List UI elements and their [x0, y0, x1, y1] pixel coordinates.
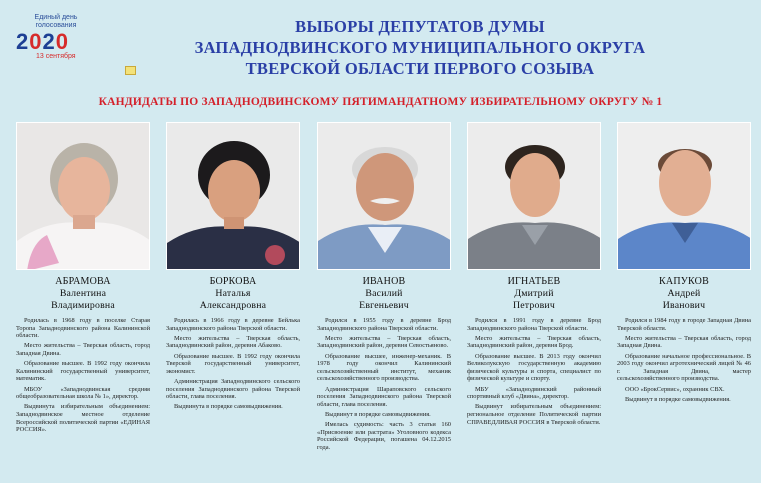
candidate-photo: [166, 122, 300, 270]
candidate-card: [317, 122, 451, 454]
bio-paragraph: Родилась в 1968 году в поселке Старая Торопа Западнодвинского района Калининской области.: [16, 317, 150, 340]
bio-paragraph: Образование начальное профессиональное. В 2003 году окончил агротехнический лицей № 46 г. Западная Двина, мастер сельскохозяйственного производства.: [617, 352, 751, 383]
candidate-photo: [617, 122, 751, 270]
bio-paragraph: Имелась судимость: часть 3 статьи 160 «Присвоение или растрата» Уголовного кодекса Российской Федерации, погашена 04.12.2015 года.: [317, 421, 451, 451]
candidate-bio: [467, 317, 601, 426]
candidate-card: [166, 122, 300, 414]
bio-paragraph: Выдвинут избирательным объединением: региональное отделение Политической партии СПРАВЕДЛИВАЯ РОССИЯ в Тверской области.: [467, 403, 601, 426]
bio-paragraph: Администрация Шараповского сельского поселения Западнодвинского района Тверской области, глава поселения.: [317, 385, 451, 408]
candidate-first-name: Дмитрий: [514, 288, 554, 299]
portrait-man-icon: [618, 123, 751, 270]
bio-paragraph: Администрация Западнодвинского сельского поселения Западнодвинского района Тверской области, глава поселения.: [166, 377, 300, 401]
candidate-surname: АБРАМОВА: [55, 276, 111, 287]
bio-paragraph: ООО «БрокСервис», охранник СВХ.: [625, 385, 725, 393]
district-subtitle: КАНДИДАТЫ ПО ЗАПАДНОДВИНСКОМУ ПЯТИМАНДАТНОМУ ИЗБИРАТЕЛЬНОМУ ОКРУГУ № 1: [98, 96, 663, 108]
bio-paragraph: Место жительства – Тверская область, Западнодвинский район, деревня Брод.: [467, 334, 601, 350]
bio-paragraph: Родился в 1955 году в деревне Брод Западнодвинского района Тверской области.: [317, 317, 451, 332]
poster-title: [150, 16, 690, 79]
bio-paragraph: МБОУ «Западнодвинская средняя общеобразовательная школа № 1», директор.: [16, 385, 150, 401]
logo-date: 13 сентября: [36, 53, 76, 60]
logo-year: 2020: [16, 29, 69, 54]
candidate-bio: [166, 317, 300, 411]
candidate-card: [16, 122, 150, 436]
candidate-name: [166, 276, 300, 312]
candidate-card: [467, 122, 601, 429]
candidate-name: [467, 276, 601, 312]
candidate-patronymic: Евгеньевич: [359, 300, 409, 311]
candidate-bio: [317, 317, 451, 451]
bio-paragraph: Родилась в 1966 году в деревне Бейлька Западнодвинского района Тверской области.: [166, 317, 300, 332]
candidate-first-name: Андрей: [667, 288, 701, 299]
portrait-woman-icon: [17, 123, 150, 270]
candidate-first-name: Валентина: [59, 288, 107, 299]
title-line: ВЫБОРЫ ДЕПУТАТОВ ДУМЫ: [295, 17, 545, 36]
bio-paragraph: Родился в 1984 году в городе Западная Двина Тверской области.: [617, 317, 751, 332]
bio-paragraph: Выдвинута в порядке самовыдвижения.: [174, 403, 283, 411]
logo-caption: Единый день голосования: [34, 14, 78, 29]
candidate-first-name: Наталья: [215, 288, 251, 299]
candidate-patronymic: Петрович: [512, 300, 556, 311]
bio-paragraph: Образование высшее. В 2013 году окончил Великолукскую государственную академию физической культуры и спорта, специалист по физической культуре и спорту.: [467, 352, 601, 383]
candidate-list: [16, 122, 756, 477]
bio-paragraph: Родился в 1991 году в деревне Брод Западнодвинского района Тверской области.: [467, 317, 601, 332]
bio-paragraph: Место жительства – Тверская область, Западнодвинский район, деревня Севостьяново.: [317, 334, 451, 350]
bio-paragraph: МБУ «Западнодвинский районный спортивный клуб «Двина», директор.: [467, 385, 601, 401]
candidate-surname: КАПУКОВ: [659, 276, 709, 287]
election-day-logo: [16, 14, 106, 74]
candidate-patronymic: Иванович: [662, 300, 706, 311]
candidate-photo: [16, 122, 150, 270]
bio-paragraph: Образование высшее. В 1992 году окончила Калининский государственный университет, математик.: [16, 360, 150, 383]
candidate-bio: [617, 317, 751, 403]
bio-paragraph: Место жительства – Тверская область, город Западная Двина.: [16, 342, 150, 357]
candidate-patronymic: Александровна: [199, 300, 267, 311]
candidate-name: [317, 276, 451, 312]
title-line: ТВЕРСКОЙ ОБЛАСТИ ПЕРВОГО СОЗЫВА: [245, 59, 595, 78]
bio-paragraph: Выдвинут в порядке самовыдвижения.: [625, 395, 731, 403]
title-line: ЗАПАДНОДВИНСКОГО МУНИЦИПАЛЬНОГО ОКРУГА: [194, 38, 646, 57]
candidate-patronymic: Владимировна: [51, 300, 115, 311]
candidate-surname: БОРКОВА: [209, 276, 257, 287]
candidate-surname: ИВАНОВ: [362, 276, 406, 287]
checkbox-mark-icon: [125, 66, 136, 75]
candidate-surname: ИГНАТЬЕВ: [507, 276, 561, 287]
portrait-man-icon: [318, 123, 451, 270]
candidate-photo: [467, 122, 601, 270]
bio-paragraph: Образование высшее. В 1992 году окончила Тверской государственный университет, экономист.: [166, 352, 300, 375]
candidate-first-name: Василий: [365, 288, 403, 299]
bio-paragraph: Место жительства – Тверская область, город Западная Двина.: [617, 334, 751, 350]
portrait-man-icon: [468, 123, 601, 270]
bio-paragraph: Место жительства – Тверская область, Западнодвинский район, деревня Абаково.: [166, 334, 300, 350]
candidate-name: [16, 276, 150, 312]
bio-paragraph: Выдвинута избирательным объединением: Западнодвинское местное отделение Всероссийской политической партии «ЕДИНАЯ РОССИЯ».: [16, 403, 150, 434]
candidate-name: [617, 276, 751, 312]
candidate-bio: [16, 317, 150, 434]
candidate-photo: [317, 122, 451, 270]
bio-paragraph: Выдвинут в порядке самовыдвижения.: [325, 410, 431, 418]
candidate-card: [617, 122, 751, 406]
bio-paragraph: Образование высшее, инженер-механик. В 1978 году окончил Калининский сельскохозяйственный институт, механик сельскохозяйственного производства.: [317, 352, 451, 383]
portrait-woman-icon: [167, 123, 300, 270]
